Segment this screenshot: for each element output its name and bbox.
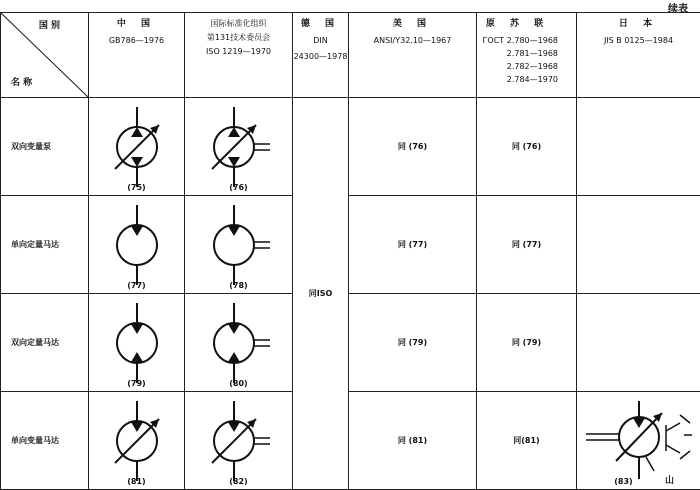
usa-cell (349, 98, 477, 196)
std-japan: JIS B 0125—1984 (604, 36, 673, 45)
row-name: 双向定量马达 (1, 294, 89, 392)
symbol-cell-japan (577, 392, 700, 490)
std-iso-line1: 国际标准化组织 (185, 19, 292, 29)
same-as-ref: 同 (76) (398, 142, 427, 151)
std-ussr-line2: 2.781—1968 (477, 49, 558, 59)
symbol-number: (83) (547, 477, 700, 487)
symbol-cell-iso (185, 196, 293, 294)
symbol-cell-china (89, 392, 185, 490)
header-china (89, 13, 185, 98)
ussr-cell (477, 196, 577, 294)
symbol-cell-china (89, 196, 185, 294)
same-as-ref: 同 (79) (512, 338, 541, 347)
header-corner-cell (1, 13, 89, 98)
header-name-label: 名 称 (11, 78, 32, 89)
symbol-number: (79) (89, 379, 184, 389)
std-china: GB786—1976 (109, 36, 164, 45)
std-germany-line1: DIN (293, 36, 348, 46)
header-iso (185, 13, 293, 98)
header-category-label: 国 别 (39, 21, 60, 32)
jis-extra-label: 山 (665, 476, 674, 487)
ussr-cell (477, 392, 577, 490)
unidirectional-fixed-motor-symbol (107, 205, 167, 285)
symbol-standards-table (0, 12, 700, 490)
table-row (1, 196, 700, 294)
country-ussr: 原 苏 联 (477, 19, 558, 30)
symbol-number: (80) (185, 379, 292, 389)
bidirectional-fixed-motor-symbol (204, 303, 274, 383)
symbol-cell-iso (185, 392, 293, 490)
same-as-ref: 同 (76) (512, 142, 541, 151)
germany-column-cell (293, 98, 349, 490)
usa-cell (349, 196, 477, 294)
symbol-cell-iso (185, 294, 293, 392)
row-name: 单向变量马达 (1, 392, 89, 490)
std-ussr-line1: ГОСТ 2.780—1968 (477, 36, 558, 46)
symbol-number: (82) (185, 477, 292, 487)
bidirectional-variable-pump-symbol (204, 107, 274, 187)
header-ussr (477, 13, 577, 98)
symbol-cell-china (89, 294, 185, 392)
header-japan (577, 13, 700, 98)
symbol-cell-iso (185, 98, 293, 196)
symbol-number: (81) (89, 477, 184, 487)
symbol-number: (76) (185, 183, 292, 193)
symbol-number: (75) (89, 183, 184, 193)
std-iso-line3: ISO 1219—1970 (185, 47, 292, 57)
unidirectional-variable-motor-symbol (107, 401, 167, 481)
bidirectional-variable-pump-symbol (107, 107, 167, 187)
japan-cell (577, 196, 700, 294)
row-name: 单向定量马达 (1, 196, 89, 294)
std-germany-line2: 24300—1978 (293, 52, 348, 62)
bidirectional-fixed-motor-symbol (107, 303, 167, 383)
same-as-iso: 同ISO (309, 289, 333, 298)
std-usa: ANSI/Y32.10—1967 (374, 36, 452, 45)
table-row (1, 98, 700, 196)
country-china: 中 国 (89, 19, 184, 30)
usa-cell (349, 294, 477, 392)
same-as-ref: 同 (79) (398, 338, 427, 347)
same-as-ref: 同 (77) (398, 240, 427, 249)
same-as-ref: 同(81) (513, 436, 539, 445)
unidirectional-fixed-motor-symbol (204, 205, 274, 285)
country-usa: 美 国 (349, 19, 476, 30)
japan-cell (577, 294, 700, 392)
row-name: 双向变量泵 (1, 98, 89, 196)
usa-cell (349, 392, 477, 490)
jis-variable-motor-symbol (584, 401, 694, 481)
continued-label: 续表 (668, 0, 688, 15)
header-row (1, 13, 700, 98)
symbol-number: (77) (89, 281, 184, 291)
std-ussr-line4: 2.784—1970 (477, 75, 558, 85)
same-as-ref: 同 (77) (512, 240, 541, 249)
symbol-cell-china (89, 98, 185, 196)
ussr-cell (477, 98, 577, 196)
japan-cell (577, 98, 700, 196)
symbol-number: (78) (185, 281, 292, 291)
same-as-ref: 同 (81) (398, 436, 427, 445)
country-japan: 日 本 (577, 19, 700, 30)
header-germany (293, 13, 349, 98)
country-germany: 德 国 (293, 19, 348, 30)
header-usa (349, 13, 477, 98)
table-row (1, 294, 700, 392)
table-row (1, 392, 700, 490)
std-ussr-line3: 2.782—1968 (477, 62, 558, 72)
std-iso-line2: 第131技术委员会 (185, 33, 292, 43)
ussr-cell (477, 294, 577, 392)
unidirectional-variable-motor-symbol (204, 401, 274, 481)
